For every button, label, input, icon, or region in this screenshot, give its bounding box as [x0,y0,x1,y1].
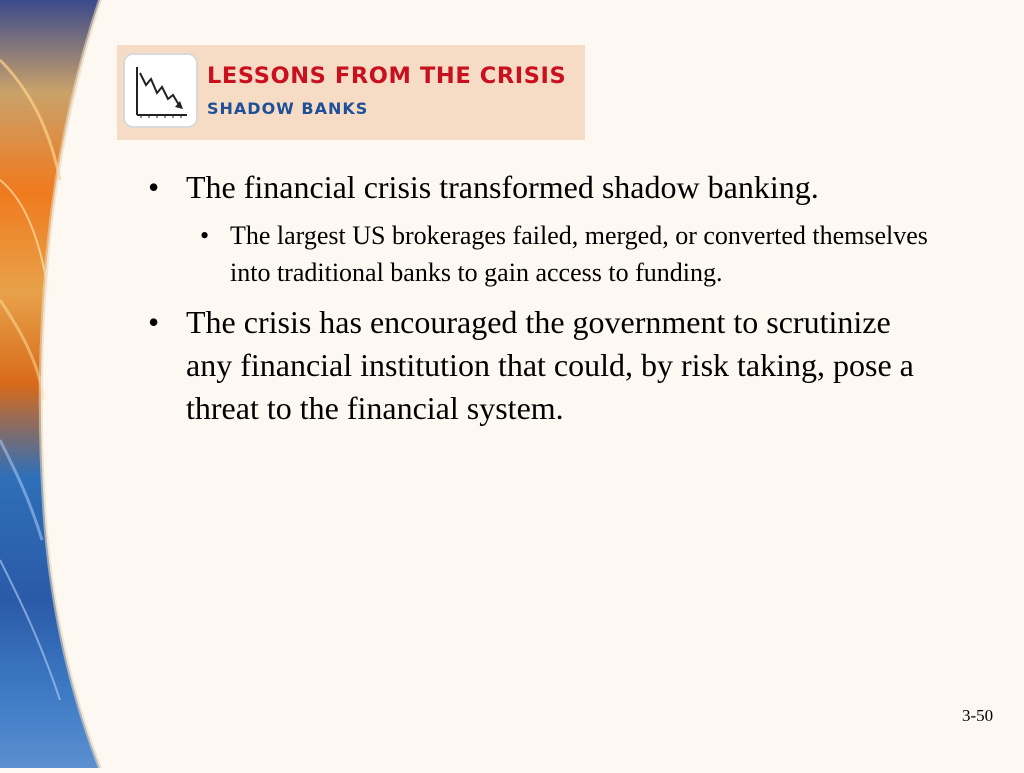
page-number: 3-50 [962,706,994,725]
sub-bullet-item: • The largest US brokerages failed, merged, or converted themselves into traditional banks to gain access to funding. [192,217,938,291]
bullet-item: • The crisis has encouraged the government to scrutinize any financial institution that could, by risk taking, pose a threat to the financial system. [148,301,938,430]
banner-subtitle: SHADOW BANKS [207,99,369,118]
banner-title: LESSONS FROM THE CRISIS [207,63,567,89]
declining-chart-icon [123,53,198,128]
bullet-item: • The financial crisis transformed shadow banking. [148,166,938,209]
section-banner [117,45,585,140]
slide-body [148,166,938,430]
